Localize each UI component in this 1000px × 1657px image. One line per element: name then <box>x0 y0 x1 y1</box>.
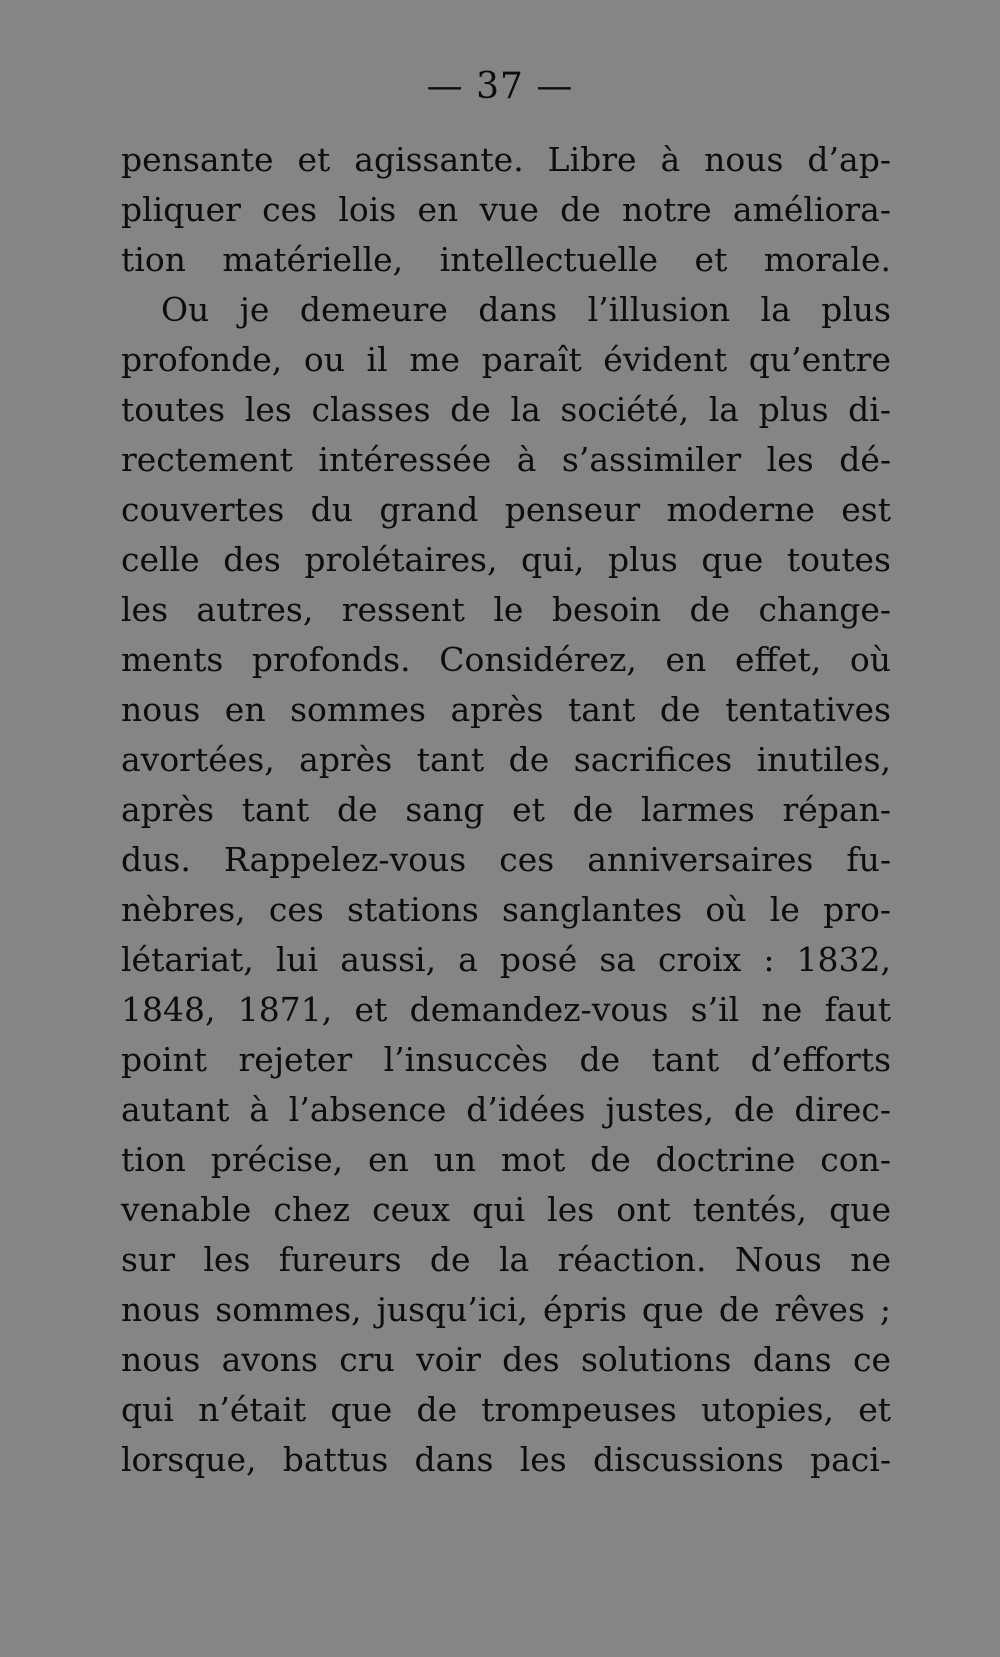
text-line: sur les fureurs de la réaction. Nous ne <box>121 1240 891 1279</box>
text-line: rectement intéressée à s’assimiler les dé- <box>121 440 891 479</box>
text-line: lorsque, battus dans les discussions paci- <box>121 1440 891 1479</box>
text-line: nèbres, ces stations sanglantes où le pro- <box>121 890 891 929</box>
text-line: toutes les classes de la société, la plus di- <box>121 390 891 429</box>
text-line: pliquer ces lois en vue de notre améliora- <box>121 190 891 229</box>
text-line: nous sommes, jusqu’ici, épris que de rêves ; <box>121 1290 891 1329</box>
text-line: profonde, ou il me paraît évident qu’entre <box>121 340 891 379</box>
text-line: tion précise, en un mot de doctrine con- <box>121 1140 891 1179</box>
text-line: celle des prolétaires, qui, plus que toutes <box>121 540 891 579</box>
body-text <box>121 135 891 1485</box>
text-line: couvertes du grand penseur moderne est <box>121 490 891 529</box>
text-line: ments profonds. Considérez, en effet, où <box>121 640 891 679</box>
text-line: pensante et agissante. Libre à nous d’ap- <box>121 140 891 179</box>
text-line: venable chez ceux qui les ont tentés, que <box>121 1190 891 1229</box>
text-line: nous avons cru voir des solutions dans ce <box>121 1340 891 1379</box>
text-line: les autres, ressent le besoin de change- <box>121 590 891 629</box>
text-line: Ou je demeure dans l’illusion la plus <box>161 290 891 329</box>
text-line: létariat, lui aussi, a posé sa croix : 1832, <box>121 940 891 979</box>
text-line: après tant de sang et de larmes répan- <box>121 790 891 829</box>
text-line: avortées, après tant de sacrifices inutiles, <box>121 740 891 779</box>
text-line: autant à l’absence d’idées justes, de direc- <box>121 1090 891 1129</box>
text-line: 1848, 1871, et demandez-vous s’il ne faut <box>121 990 891 1029</box>
text-line: dus. Rappelez-vous ces anniversaires fu- <box>121 840 891 879</box>
text-line: point rejeter l’insuccès de tant d’efforts <box>121 1040 891 1079</box>
text-line: nous en sommes après tant de tentatives <box>121 690 891 729</box>
text-line: tion matérielle, intellectuelle et morale. <box>121 240 891 279</box>
page-number: — 37 — <box>426 66 574 107</box>
text-line: qui n’était que de trompeuses utopies, et <box>121 1390 891 1429</box>
